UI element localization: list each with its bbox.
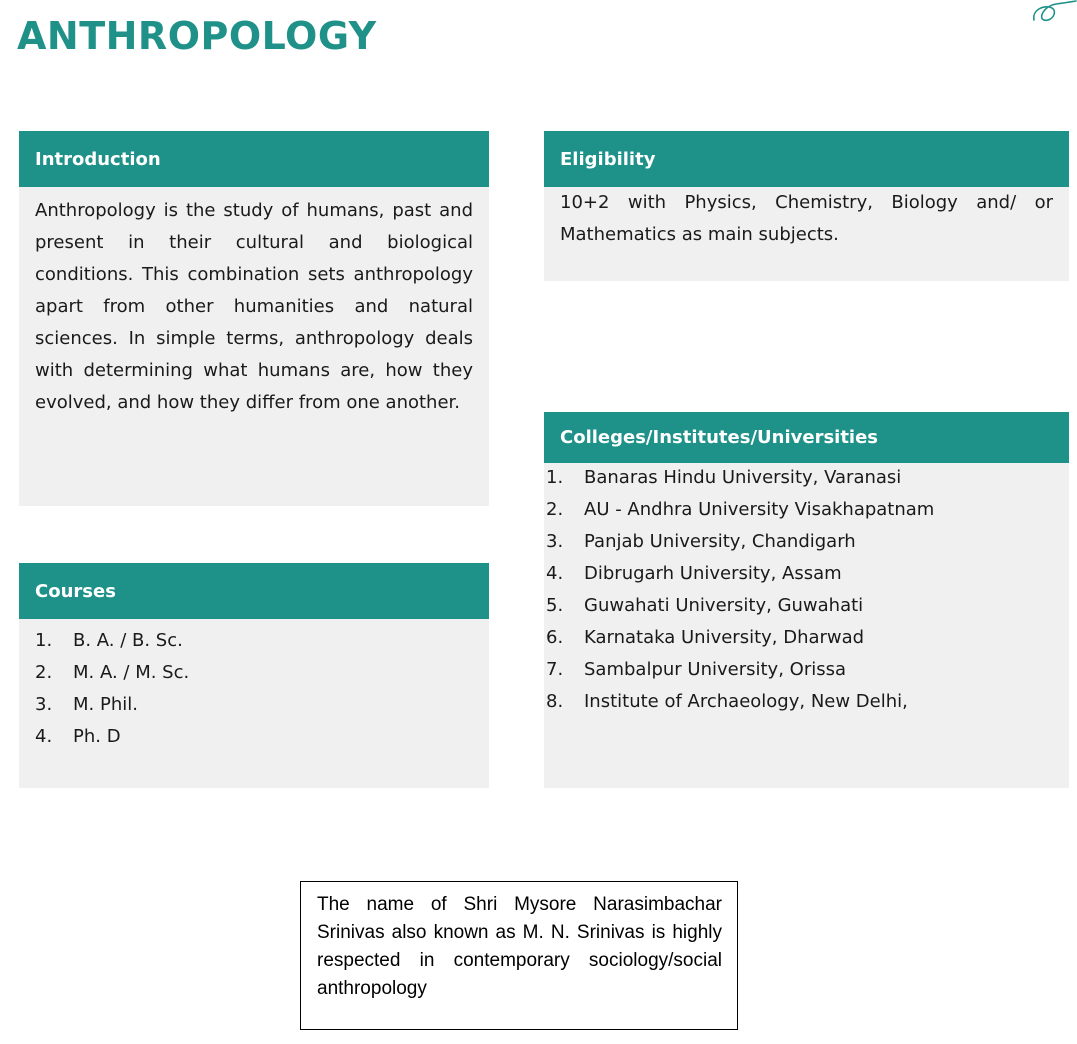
list-number: 3. [546, 531, 564, 552]
list-number: 6. [546, 627, 564, 648]
list-number: 7. [546, 659, 564, 680]
list-item [546, 686, 1053, 718]
eligibility-text: 10+2 with Physics, Chemistry, Biology and/ or Mathematics as main subjects. [560, 192, 1053, 245]
course-label: M. A. / M. Sc. [73, 662, 190, 683]
list-item [546, 462, 1053, 494]
introduction-text: Anthropology is the study of humans, past and present in their cultural and biological conditions. This combination sets anthropology apart from other humanities and natural sciences. In simple terms, anthropology deals with determining what humans are, how they evolved, and how they differ from one another. [35, 200, 473, 413]
colleges-heading: Colleges/Institutes/Universities [544, 412, 1069, 463]
page-title: ANTHROPOLOGY [17, 14, 377, 58]
college-label: Karnataka University, Dharwad [584, 627, 865, 648]
college-label: Panjab University, Chandigarh [584, 531, 856, 552]
colleges-list [546, 462, 1053, 718]
course-label: Ph. D [73, 726, 121, 747]
list-item [35, 689, 473, 721]
list-number: 1. [546, 467, 564, 488]
list-number: 8. [546, 691, 564, 712]
college-label: Banaras Hindu University, Varanasi [584, 467, 902, 488]
list-item [546, 590, 1053, 622]
list-item [35, 721, 473, 753]
courses-list [35, 625, 473, 753]
note-text: The name of Shri Mysore Narasimbachar Srinivas also known as M. N. Srinivas is highly respected in contemporary sociology/social anthropology [317, 894, 722, 999]
list-number: 4. [35, 726, 53, 747]
list-item [546, 526, 1053, 558]
list-number: 4. [546, 563, 564, 584]
list-number: 3. [35, 694, 53, 715]
course-label: M. Phil. [73, 694, 138, 715]
list-item [546, 558, 1053, 590]
college-label: Institute of Archaeology, New Delhi, [584, 691, 908, 712]
list-number: 5. [546, 595, 564, 616]
eligibility-panel [544, 131, 1069, 281]
courses-heading: Courses [19, 563, 489, 619]
college-label: Sambalpur University, Orissa [584, 659, 847, 680]
list-number: 2. [546, 499, 564, 520]
colleges-panel [544, 412, 1069, 788]
swirl-icon [1030, 0, 1077, 26]
note-box [300, 881, 738, 1030]
list-number: 1. [35, 630, 53, 651]
courses-panel [19, 563, 489, 788]
introduction-panel [19, 131, 489, 506]
list-item [35, 625, 473, 657]
course-label: B. A. / B. Sc. [73, 630, 183, 651]
college-label: AU - Andhra University Visakhapatnam [584, 499, 935, 520]
college-label: Dibrugarh University, Assam [584, 563, 842, 584]
eligibility-heading: Eligibility [544, 131, 1069, 187]
list-number: 2. [35, 662, 53, 683]
list-item [546, 654, 1053, 686]
introduction-heading: Introduction [19, 131, 489, 187]
list-item [35, 657, 473, 689]
list-item [546, 494, 1053, 526]
college-label: Guwahati University, Guwahati [584, 595, 864, 616]
list-item [546, 622, 1053, 654]
